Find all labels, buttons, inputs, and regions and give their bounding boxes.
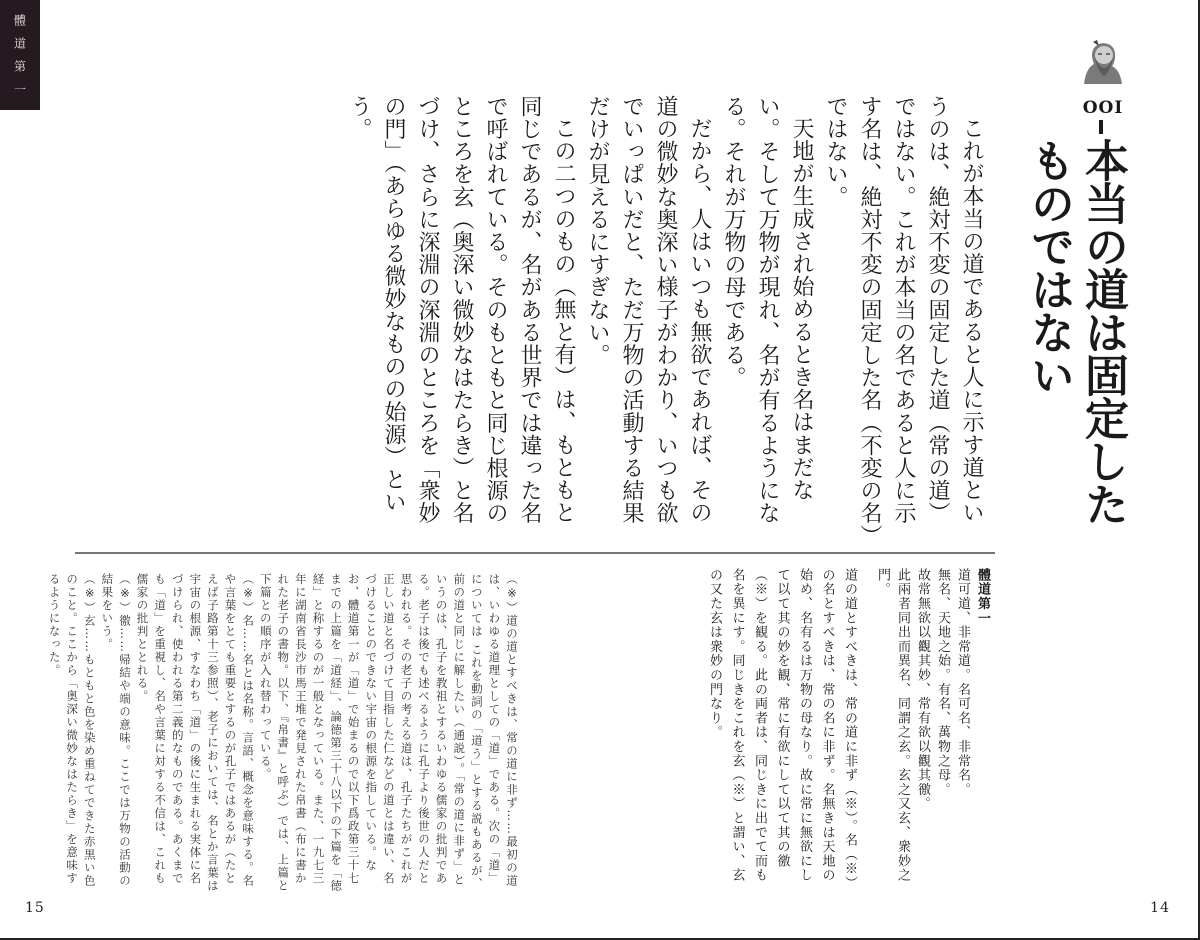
page-title: 本当の道は固定したものではない <box>1023 138 1128 525</box>
section-tab <box>0 0 40 110</box>
page-number-right: 14 <box>1150 900 1170 916</box>
entry-number: OOI <box>1082 98 1124 118</box>
translation-paragraph: だから、人はいつも無欲であれば、その道の微妙な奥深い様子がわかり、いつも欲でいっぱいだと、ただ万物の活動する結果だけが見えるにすぎない。 <box>585 95 712 525</box>
classical-heading: 體道第一 <box>975 568 990 626</box>
kanbun-line: 道可道、非常道。名可名、非常名。 <box>955 568 970 797</box>
kanbun-line: 此兩者同出而異名、同謂之玄。玄之又玄、衆妙之門。 <box>875 568 910 883</box>
footnote: （※）道の道とすべきは、常の道に非ず……最初の道は、いわゆる道理としての「道」である。次の「道」については これを動詞の「道う」とする説もあるが、前の道と同じに解したい（通説）。「常の道に非ず」というのは、孔子を教祖とするいわゆる儒家の批判である。老子は後でも述べるように孔子より後世の人だと思われる。その老子の考える道は、孔子たちがこれが正しい道と名づけて目指した仁などの道とは違い、名づけることのできない宇宙の根源を指している。なお、體道第一が「道」で始まるので以下爲政第三十七までの上篇を「道経」、論徳第三十八以下の下篇を「徳経」と称するのが一般となっている。また、一九七三年に湖南省長沙市馬王堆で発見された帛書（布に書かれた老子の書物。以下、『帛書』と呼ぶ）では、上篇と下篇との順序が入れ替わっている。 <box>258 573 519 893</box>
translation-paragraph: 天地が生成され始めるとき名はまだない。そして万物が現れ、名が有るようになる。それが万物の母である。 <box>721 95 814 525</box>
laozi-portrait-icon <box>1080 38 1124 84</box>
section-divider <box>75 552 995 554</box>
footnotes <box>45 573 520 893</box>
yomikudashi-text: 道の道とすべきは、常の道に非ず（※）。名（※）の名とすべきは、常の名に非ず。名無きは天地の始め、名有るは万物の母なり。故に常に無欲にして以て其の妙を観、常に有欲にして以て其の徼（※）を観る。此の両者は、同じきに出でて而も名を異にす。同じきをこれを玄（※）と謂い、玄の又た玄は衆妙の門なり。 <box>707 568 857 884</box>
section-tab-label: 體道第一 <box>12 14 27 106</box>
page-number-left: 15 <box>25 900 45 916</box>
translation-paragraph: これが本当の道であると人に示す道というのは、絶対不変の固定した道（常の道）ではない。これが本当の名であると人に示す名は、絶対不変の固定した名（不変の名）ではない。 <box>823 95 984 536</box>
title-dash <box>1099 120 1103 134</box>
footnote: （※）徼……帰結や端の意味。ここでは万物の活動の結果をいう。 <box>100 573 132 888</box>
footnote: （※）玄……もともと色を染め重ねてできた赤黒い色のこと。ここから「奥深い微妙なはたらき」を意味するようになった。 <box>47 573 97 888</box>
footnote: （※）名……名とは名称。言語、概念を意味する。名や言葉をとても重要とするのが孔子ではあるが（たとえば子路第十三参照）、老子においては、名とか言葉は宇宙の根源、すなわち「道」の後に生まれる実体に名づけられ、使われる第二義的なものである。あくまでも「道」を重視し、名や言葉に対する不信は、これも儒家の批判ととれる。 <box>135 573 256 893</box>
classical-text <box>703 568 993 888</box>
translation-paragraph: この二つのもの（無と有）は、もともと同じであるが、名がある世界では違った名で呼ばれている。そのもともと同じ根源のところを玄（奥深い微妙なはたらき）と名づけ、さらに深淵の深淵のところを「衆妙の門」（あらゆる微妙なものの始源）という。 <box>347 95 576 525</box>
kanbun-line: 無名、天地之始。有名、萬物之母。 <box>935 568 950 797</box>
kanbun-line: 故常無欲以觀其妙、常有欲以觀其徼。 <box>915 568 930 812</box>
translation-body <box>342 95 988 540</box>
